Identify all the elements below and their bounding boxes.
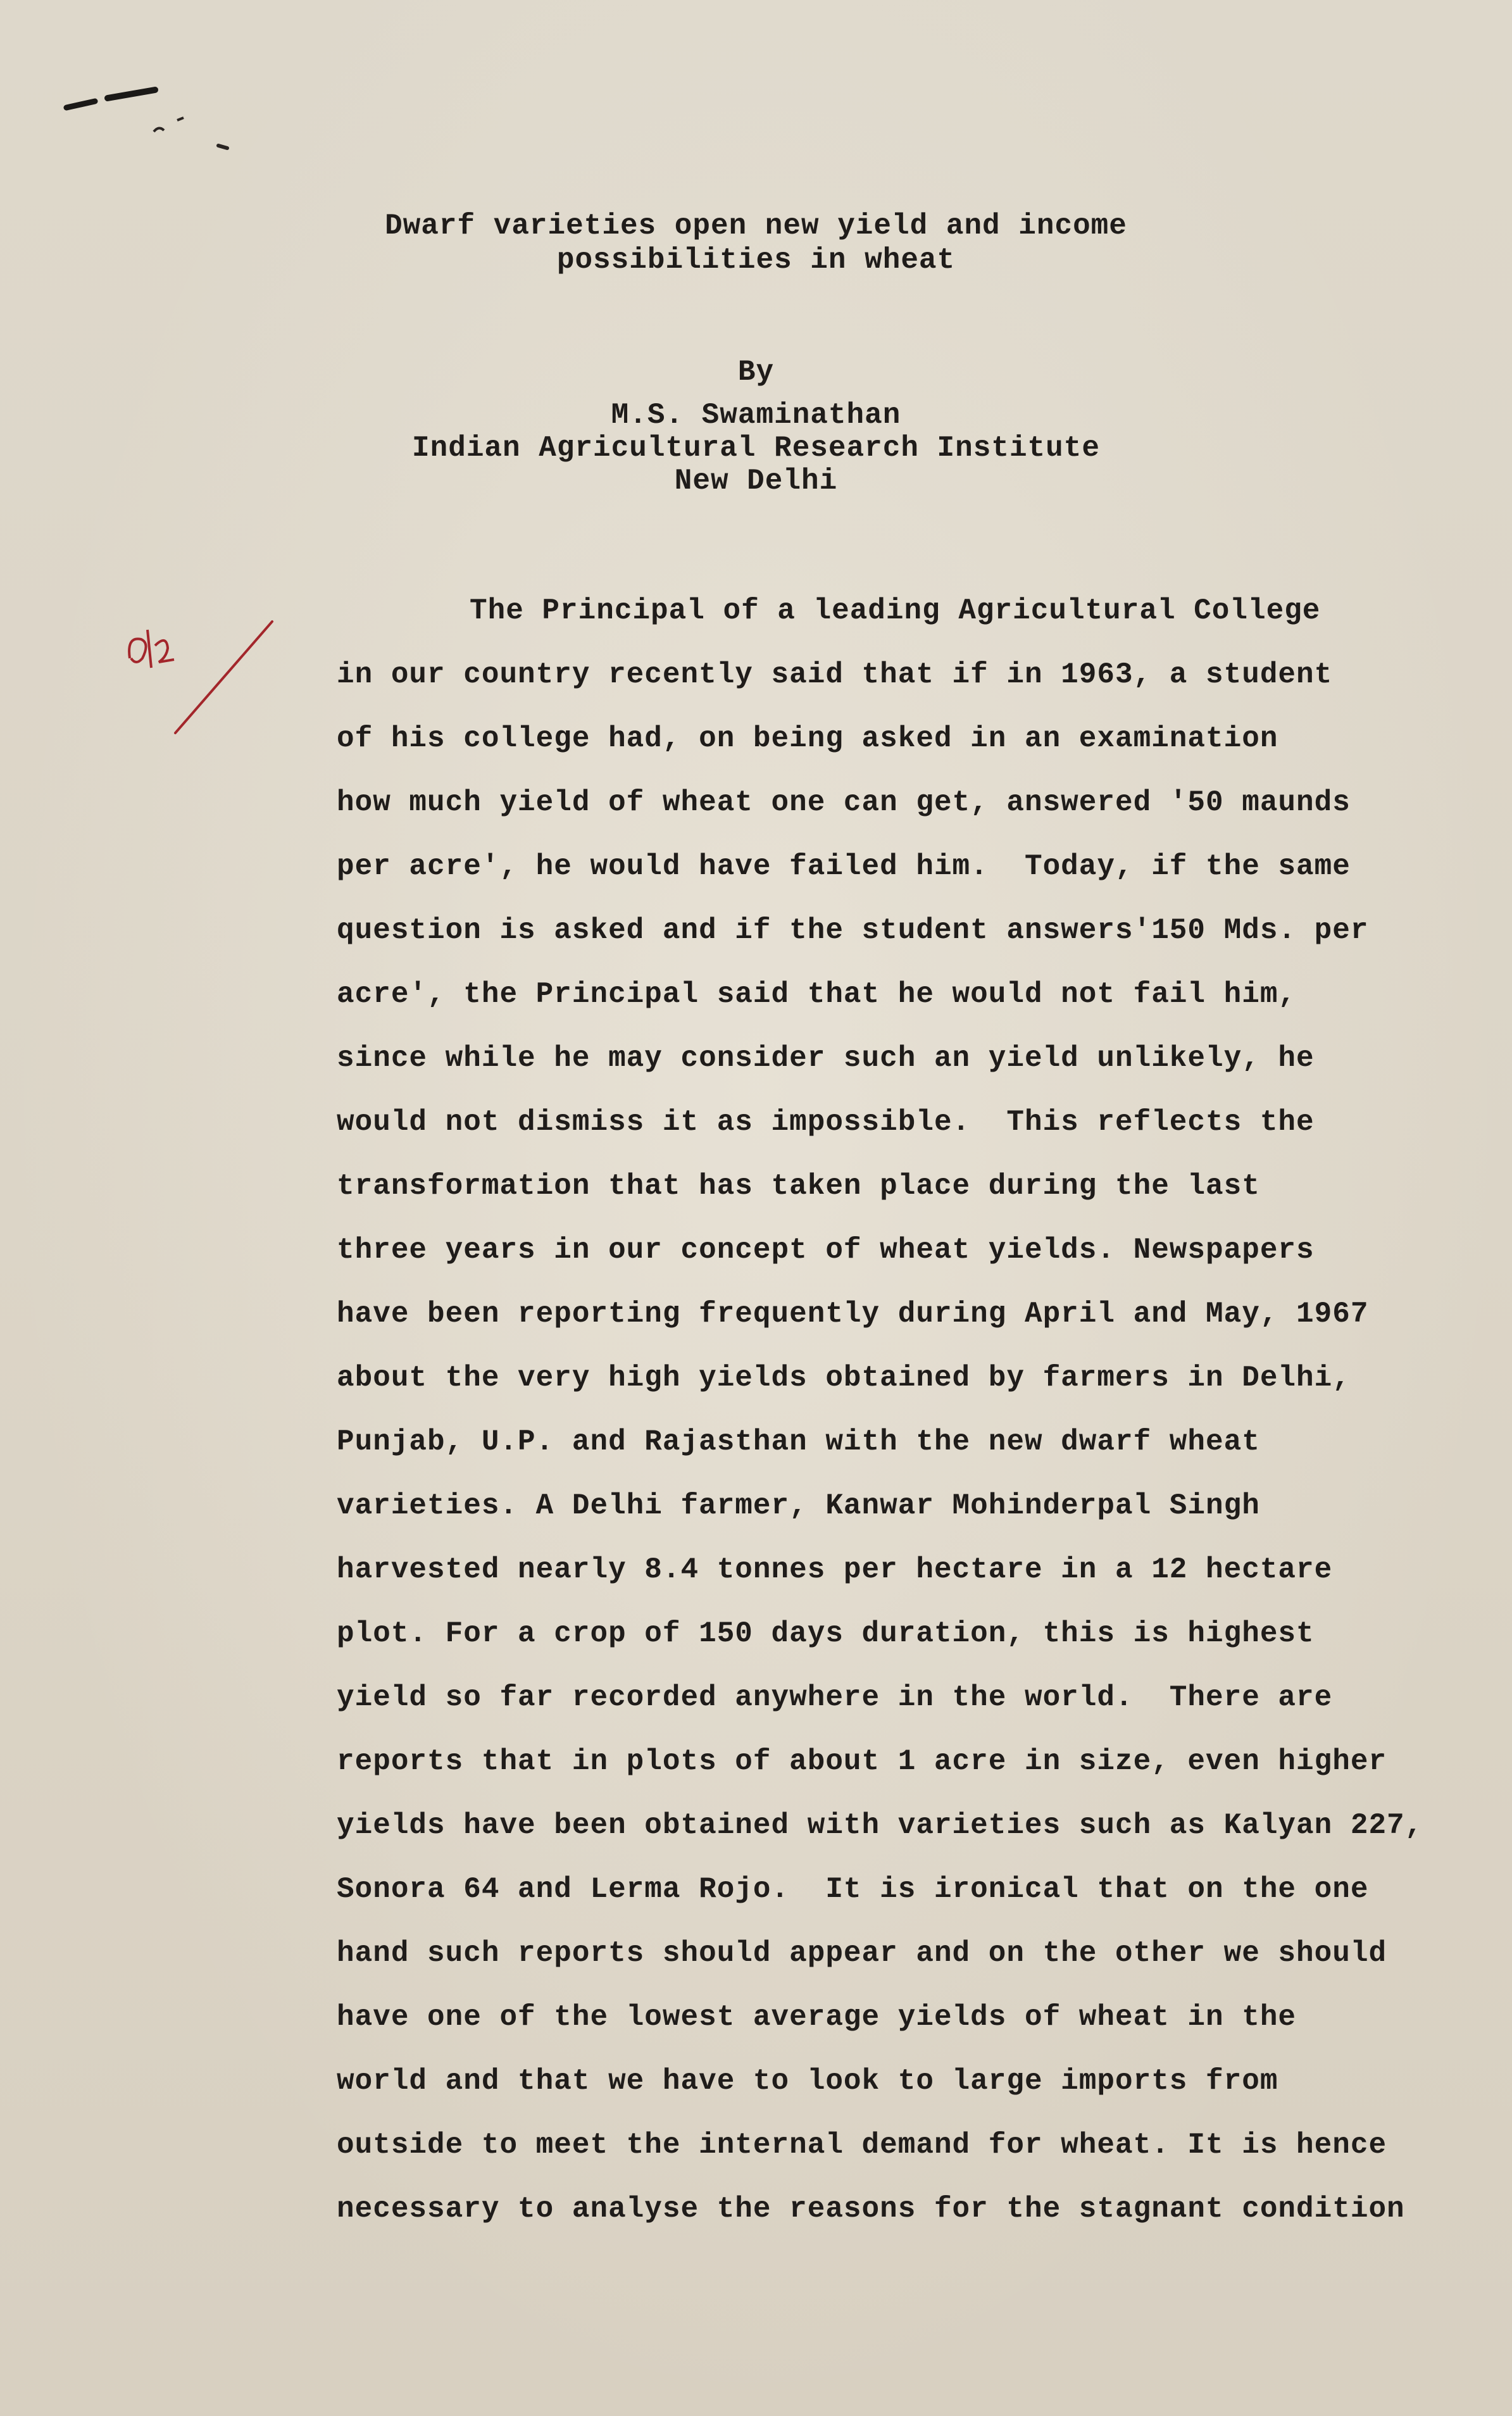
body-line: have been reporting frequently during April and May, 1967 [337, 1298, 1369, 1330]
body-line: about the very high yields obtained by farmers in Delhi, [337, 1361, 1351, 1394]
body-line: harvested nearly 8.4 tonnes per hectare in a 12 hectare [337, 1553, 1333, 1586]
body-line: per acre', he would have failed him. Today, if the same [337, 850, 1351, 883]
body-line: since while he may consider such an yield unlikely, he [337, 1042, 1315, 1075]
body-line: reports that in plots of about 1 acre in size, even higher [337, 1745, 1387, 1778]
body-line: yield so far recorded anywhere in the world. There are [337, 1681, 1333, 1714]
body-line: would not dismiss it as impossible. This reflects the [337, 1106, 1315, 1139]
author-city: New Delhi [674, 465, 838, 498]
ink-specks-icon [60, 76, 263, 165]
body-line: yields have been obtained with varieties such as Kalyan 227, [337, 1809, 1423, 1842]
body-line: outside to meet the internal demand for wheat. It is hence [337, 2129, 1387, 2162]
body-line: question is asked and if the student answers'150 Mds. per [337, 914, 1369, 947]
body-line: necessary to analyse the reasons for the stagnant condition [337, 2193, 1405, 2225]
author-institution: Indian Agricultural Research Institute [412, 432, 1100, 465]
body-line: Punjab, U.P. and Rajasthan with the new dwarf wheat [337, 1425, 1260, 1458]
body-line: of his college had, on being asked in an examination [337, 722, 1278, 755]
title-line: Dwarf varieties open new yield and income [385, 210, 1127, 242]
byline [0, 356, 1512, 498]
body-line: in our country recently said that if in 1963, a student [337, 658, 1333, 691]
byline-by: By [737, 356, 775, 389]
body-line: Sonora 64 and Lerma Rojo. It is ironical that on the one [337, 1873, 1369, 1906]
body-paragraph [337, 589, 1489, 2251]
body-line: hand such reports should appear and on the other we should [337, 1937, 1387, 1970]
body-line: how much yield of wheat one can get, answered '50 maunds [337, 786, 1351, 819]
document-title [0, 209, 1512, 277]
body-line: varieties. A Delhi farmer, Kanwar Mohinderpal Singh [337, 1489, 1260, 1522]
body-line: plot. For a crop of 150 days duration, this is highest [337, 1617, 1315, 1650]
body-line: acre', the Principal said that he would not fail him, [337, 978, 1297, 1011]
body-line: transformation that has taken place during the last [337, 1170, 1260, 1203]
body-line: three years in our concept of wheat yields. Newspapers [337, 1234, 1315, 1267]
author-name: M.S. Swaminathan [611, 399, 901, 432]
red-pen-annotation-icon [117, 614, 282, 747]
title-line: possibilities in wheat [556, 244, 956, 277]
body-line: have one of the lowest average yields of wheat in the [337, 2001, 1297, 2034]
body-line: The Principal of a leading Agricultural College [470, 594, 1321, 627]
body-line: world and that we have to look to large imports from [337, 2065, 1278, 2098]
